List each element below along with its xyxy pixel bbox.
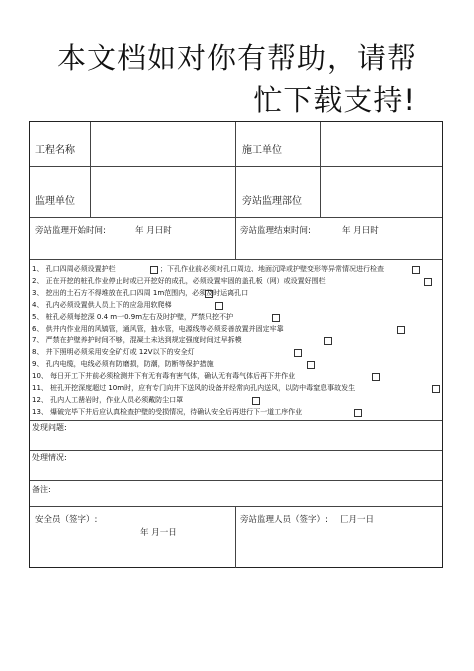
- row-divider: [30, 166, 442, 167]
- checklist-item: [32, 300, 172, 310]
- checklist-checkbox[interactable]: [432, 385, 440, 393]
- banner-line-2: 忙下载支持!: [253, 83, 416, 117]
- row-divider: [30, 506, 442, 507]
- checklist-checkbox[interactable]: [150, 266, 158, 274]
- checklist-item-text: 5、 桩孔必须每挖深 0.4 m一0.9m左右及时护壁，严禁只挖不护: [32, 312, 234, 321]
- found-issues-label: 发现问题:: [32, 423, 67, 432]
- checklist-checkbox[interactable]: [354, 409, 362, 417]
- project-name-label: 工程名称: [35, 145, 75, 156]
- checklist-item: [32, 276, 326, 286]
- safety-officer-signature-label: 安全员（签字）:: [35, 515, 98, 525]
- checklist-item: [32, 288, 248, 298]
- row-divider: [30, 259, 442, 260]
- side-station-dept-label: 旁站监理部位: [242, 196, 302, 207]
- checklist-item-text: 10、 每日开工下井前必须检测井下有无有毒有害气体，确认无有毒气体后再下井作业: [32, 372, 296, 381]
- checklist-item-text: 7、 严禁在护壁养护时间不够，混凝土未达到规定强度时间过早拆模: [32, 336, 242, 345]
- checklist-item: [32, 395, 183, 405]
- supervisor-signature-label: 旁站监理人员（签字）:: [240, 515, 328, 525]
- banner-line-1: 本文档如对你有帮助，请帮: [56, 41, 417, 75]
- row-divider: [30, 450, 442, 451]
- end-time-label: 旁站监理结束时间:: [240, 226, 311, 236]
- remarks-label: 备注:: [32, 485, 51, 494]
- checklist-item: [32, 359, 214, 369]
- col-divider: [235, 122, 236, 259]
- safety-officer-date: 年 月一日: [140, 528, 177, 538]
- checklist-item: [32, 335, 242, 345]
- handling-label: 处理情况:: [32, 453, 67, 462]
- supervision-record-table: [29, 121, 443, 568]
- checklist-item: [32, 312, 233, 322]
- checklist-checkbox[interactable]: [215, 302, 223, 310]
- checklist-item-text: 6、 供井内作业用的风镐管，通风管，抽水管，电源线等必须妥善放置并固定牢靠: [32, 324, 284, 333]
- checklist-item-text: 3、 挖出的土石方不得堆放在孔口四周 1m范围内，必须及时运离孔口: [32, 288, 249, 297]
- checklist-checkbox[interactable]: [307, 361, 315, 369]
- checklist-checkbox[interactable]: [324, 337, 332, 345]
- col-divider: [90, 122, 91, 217]
- supervisor-date: 匚月一日: [340, 515, 375, 525]
- checklist-item-1-continuation: ；下孔作业前必须对孔口周边、地面沉降或护壁变形等异常情况进行检查: [160, 265, 384, 273]
- end-time-value: 年 月曰时: [342, 226, 379, 236]
- col-divider: [320, 122, 321, 217]
- checklist-item-text: 8、 井下照明必须采用安全矿灯或 12V以下的安全灯: [32, 348, 195, 357]
- start-time-label: 旁站监理开始时间:: [35, 226, 106, 236]
- checklist-checkbox[interactable]: [272, 314, 280, 322]
- checklist-item-text: 13、 爆破完毕下井后应认真检查护壁的受损情况，待确认安全后再进行下一道工序作业: [32, 407, 303, 416]
- supervision-unit-label: 监理单位: [35, 196, 75, 207]
- checklist-checkbox[interactable]: [205, 290, 213, 298]
- checklist-checkbox[interactable]: [372, 373, 380, 381]
- checklist-item: [32, 347, 195, 357]
- checklist-item-text: 11、 桩孔开挖深度超过 10m时，应有专门向井下送风的设备并经常向孔内送风，以防中毒窒息事故发生: [32, 384, 356, 392]
- checklist-item: [32, 383, 355, 393]
- checklist-checkbox[interactable]: [424, 278, 432, 286]
- checklist-item-text: 9、 孔内电缆，电线必须有防磨损，防潮，防断等保护措施: [32, 360, 214, 369]
- checklist-item-text: 12、 孔内人工凿岩时，作业人员必须戴防尘口罩: [32, 395, 184, 404]
- checklist-item: [32, 407, 302, 417]
- row-divider: [30, 217, 442, 218]
- checklist-checkbox[interactable]: [397, 326, 405, 334]
- checklist-item: [32, 371, 295, 381]
- checklist-checkbox[interactable]: [252, 397, 260, 405]
- row-divider: [30, 480, 442, 481]
- checklist-item-text: 4、 孔内必须设置供人员上下的应急用软爬梯: [32, 300, 172, 309]
- checklist-checkbox[interactable]: [412, 266, 420, 274]
- start-time-value: 年 月曰时: [135, 226, 172, 236]
- row-divider: [30, 420, 442, 421]
- checklist-item-text: 1、 孔口四周必须设置护栏: [32, 265, 116, 273]
- checklist-item: [32, 264, 116, 274]
- construction-unit-label: 施工单位: [242, 145, 282, 156]
- checklist-checkbox[interactable]: [294, 349, 302, 357]
- checklist-item-text: 2、 正在开挖的桩孔作业停止时或已开挖好的成孔，必须设置牢固的盖孔板（网）或设置好围栏: [32, 276, 326, 285]
- checklist-item: [32, 324, 284, 334]
- col-divider: [235, 506, 236, 568]
